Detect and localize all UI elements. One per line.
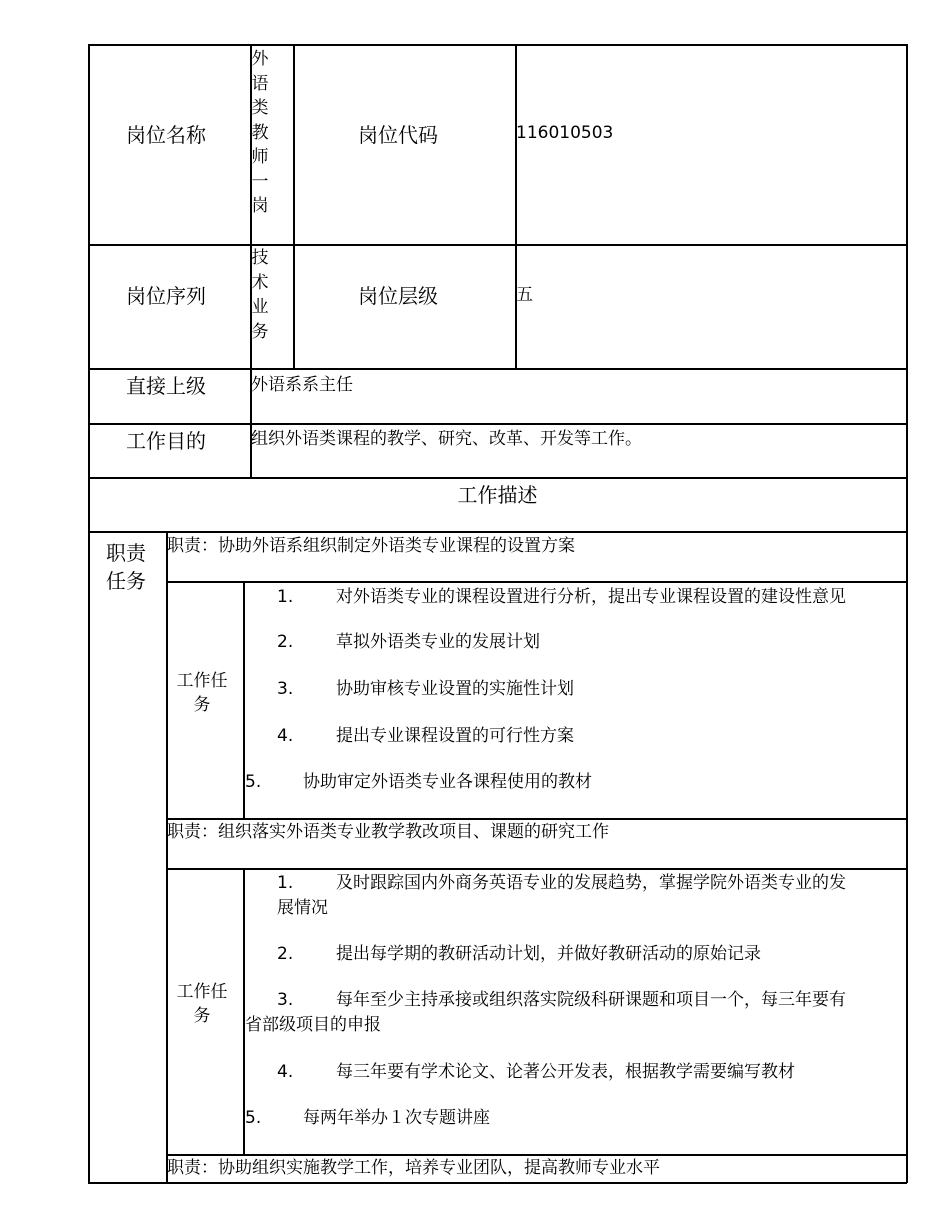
task-text: 协助审核专业设置的实施性计划 bbox=[336, 679, 574, 699]
position-series-value: 技术业务 bbox=[251, 248, 269, 342]
task-number: 1. bbox=[277, 873, 294, 893]
position-code-label: 岗位代码 bbox=[358, 123, 438, 147]
row-divider bbox=[88, 244, 907, 246]
col-divider bbox=[515, 44, 517, 369]
duty-title: 职责：协助组织实施教学工作，培养专业团队，提高教师专业水平 bbox=[167, 1158, 660, 1178]
task-text: 对外语类专业的课程设置进行分析，提出专业课程设置的建设性意见 bbox=[336, 587, 846, 607]
task-text-continued: 展情况 bbox=[277, 898, 328, 918]
superior-label: 直接上级 bbox=[126, 374, 206, 398]
task-number: 2. bbox=[277, 944, 294, 964]
task-text: 及时跟踪国内外商务英语专业的发展趋势，掌握学院外语类专业的发 bbox=[336, 873, 846, 893]
task-text: 每年至少主持承接或组织落实院级科研课题和项目一个，每三年要有 bbox=[336, 990, 846, 1010]
row-divider bbox=[166, 1154, 907, 1156]
border-top bbox=[88, 44, 907, 46]
task-number: 4. bbox=[277, 726, 294, 746]
task-text: 每两年举办１次专题讲座 bbox=[303, 1108, 490, 1128]
position-series-label: 岗位序列 bbox=[126, 284, 206, 308]
border-right bbox=[906, 44, 908, 1183]
position-code-value: 116010503 bbox=[516, 123, 614, 143]
task-number: 3. bbox=[277, 990, 294, 1010]
task-number: 3. bbox=[277, 679, 294, 699]
row-divider bbox=[88, 368, 907, 370]
task-number: 4. bbox=[277, 1062, 294, 1082]
position-level-label: 岗位层级 bbox=[358, 284, 438, 308]
task-number: 5. bbox=[245, 1108, 262, 1128]
task-text: 提出专业课程设置的可行性方案 bbox=[336, 726, 574, 746]
row-divider bbox=[88, 531, 907, 533]
task-text: 草拟外语类专业的发展计划 bbox=[336, 632, 540, 652]
row-divider bbox=[88, 477, 907, 479]
row-divider bbox=[166, 818, 907, 820]
duty-column-label: 职责任务 bbox=[106, 541, 146, 593]
task-text: 每三年要有学术论文、论著公开发表，根据教学需要编写教材 bbox=[336, 1062, 795, 1082]
border-bottom bbox=[88, 1182, 907, 1184]
position-level-value: 五 bbox=[516, 285, 533, 305]
task-column-label: 工作任务 bbox=[176, 982, 228, 1026]
task-column-label: 工作任务 bbox=[176, 671, 228, 715]
col-divider bbox=[293, 44, 295, 369]
task-text: 协助审定外语类专业各课程使用的教材 bbox=[303, 772, 592, 792]
row-divider bbox=[166, 868, 907, 870]
task-text-continued: 省部级项目的申报 bbox=[245, 1015, 381, 1035]
task-number: 5. bbox=[245, 772, 262, 792]
purpose-label: 工作目的 bbox=[126, 429, 206, 453]
position-name-label: 岗位名称 bbox=[126, 123, 206, 147]
superior-value: 外语系系主任 bbox=[251, 375, 353, 395]
duty-title: 职责：协助外语系组织制定外语类专业课程的设置方案 bbox=[167, 536, 575, 556]
row-divider bbox=[166, 581, 907, 583]
col-divider bbox=[166, 531, 168, 1183]
section-title: 工作描述 bbox=[457, 483, 538, 507]
border-left bbox=[88, 44, 90, 1183]
task-number: 1. bbox=[277, 587, 294, 607]
position-name-value: 外语类教师一岗 bbox=[251, 49, 269, 216]
purpose-value: 组织外语类课程的教学、研究、改革、开发等工作。 bbox=[251, 429, 642, 449]
duty-title: 职责：组织落实外语类专业教学教改项目、课题的研究工作 bbox=[167, 822, 609, 842]
row-divider bbox=[88, 423, 907, 425]
task-text: 提出每学期的教研活动计划，并做好教研活动的原始记录 bbox=[336, 944, 761, 964]
task-number: 2. bbox=[277, 632, 294, 652]
